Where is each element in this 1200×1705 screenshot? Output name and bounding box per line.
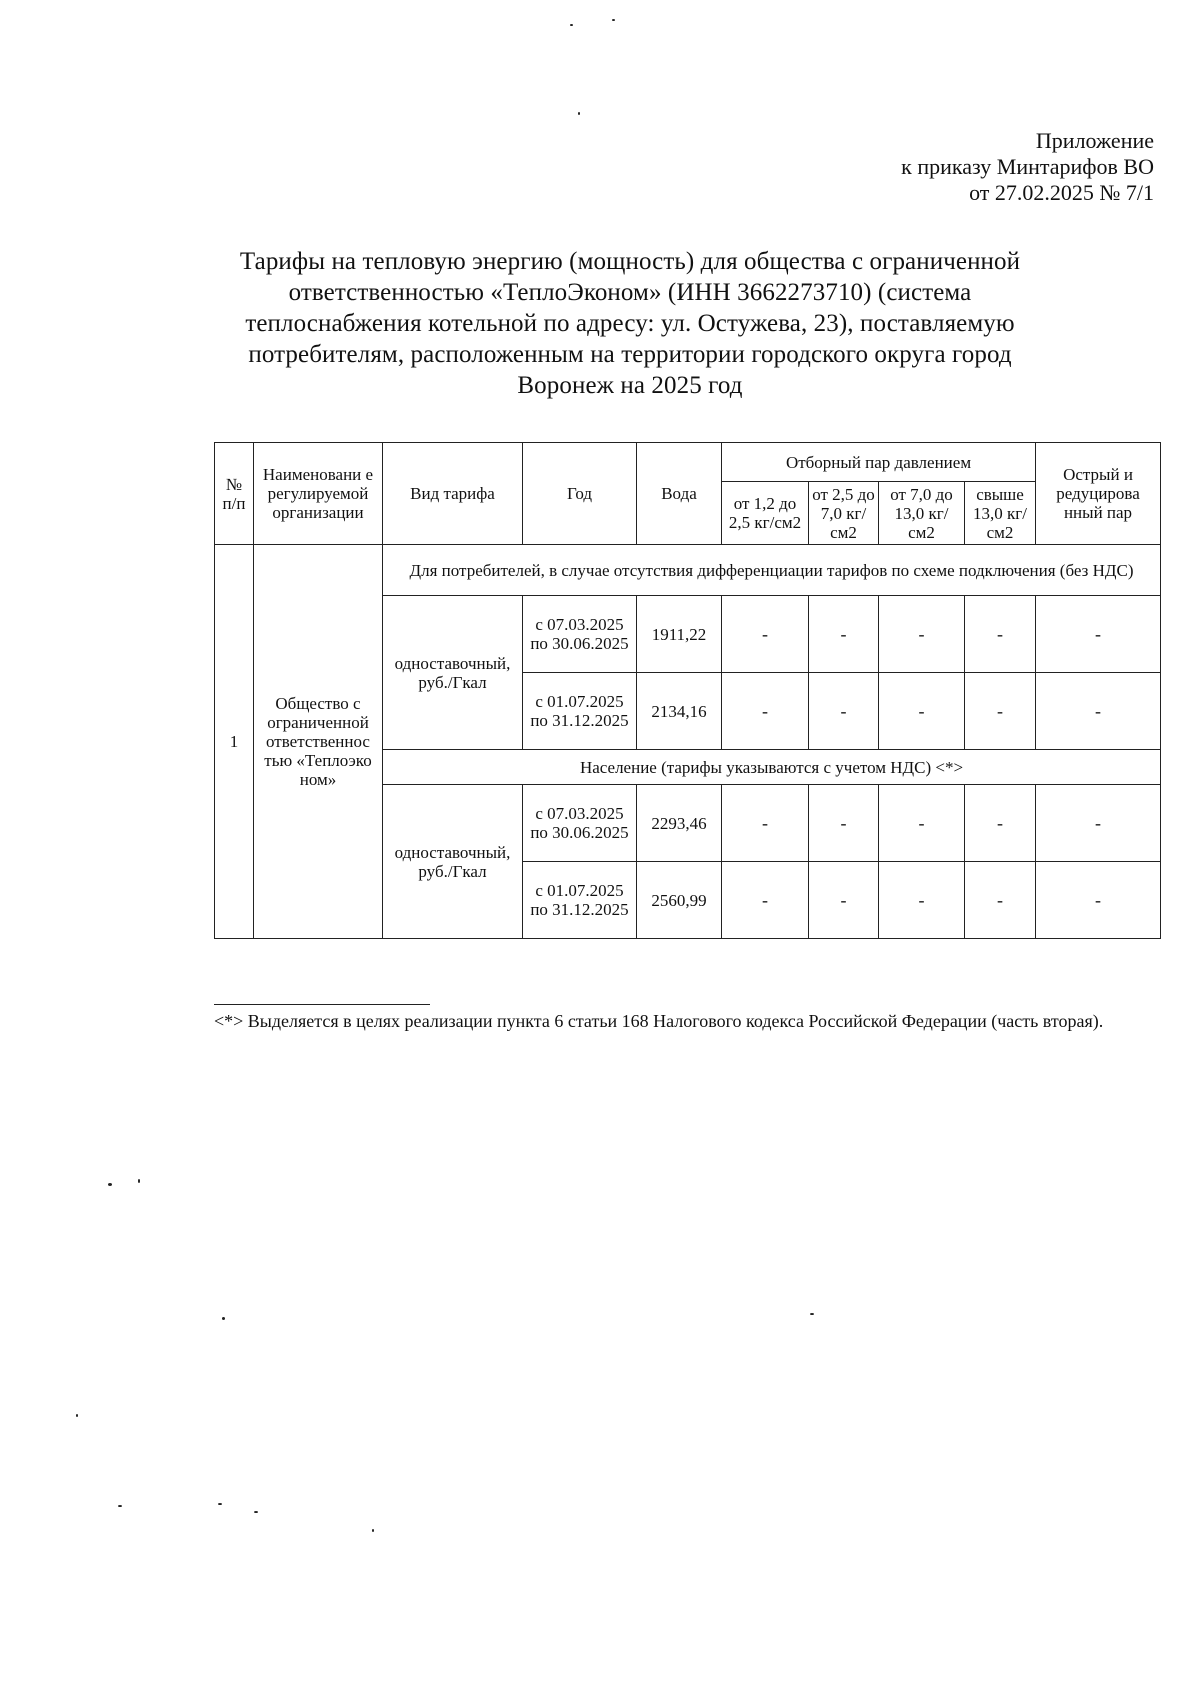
sharp-steam-value: - (1036, 862, 1161, 939)
steam-2-value: - (809, 596, 879, 673)
steam-1-value: - (722, 596, 809, 673)
steam-4-value: - (965, 596, 1036, 673)
steam-4-value: - (965, 862, 1036, 939)
scan-speck (254, 1511, 258, 1513)
scan-speck (218, 1503, 222, 1505)
steam-1-value: - (722, 862, 809, 939)
document-title: Тарифы на тепловую энергию (мощность) для общества с ограниченной ответственностью «ТеплоЭконом» (ИНН 3662273710) (система теплоснабжения котельной по адресу: ул. Остужева, 23), поставляемую потребителям, расположенным на территории городского округа город Воронеж на 2025 год (239, 248, 1021, 399)
header-steam-4: свыше 13,0 кг/см2 (965, 482, 1036, 545)
scan-speck (372, 1529, 374, 1532)
scan-speck (222, 1317, 225, 1320)
steam-1-value: - (722, 673, 809, 750)
header-steam-1: от 1,2 до 2,5 кг/см2 (722, 482, 809, 545)
tariff-type-cell: одноставочный, руб./Гкал (383, 785, 523, 939)
header-steam-3: от 7,0 до 13,0 кг/см2 (879, 482, 965, 545)
appendix-line-2: к приказу Минтарифов ВО (901, 154, 1154, 179)
water-value: 1911,22 (637, 596, 722, 673)
scan-speck (76, 1414, 78, 1417)
scan-speck (578, 112, 580, 115)
appendix-line-3: от 27.02.2025 № 7/1 (969, 180, 1154, 205)
period-cell: с 07.03.2025 по 30.06.2025 (523, 785, 637, 862)
scan-speck (570, 24, 573, 26)
steam-3-value: - (879, 785, 965, 862)
tariff-type-cell: одноставочный, руб./Гкал (383, 596, 523, 750)
header-water: Вода (637, 443, 722, 545)
appendix-block (901, 128, 1154, 206)
sharp-steam-value: - (1036, 596, 1161, 673)
water-value: 2134,16 (637, 673, 722, 750)
period-cell: с 01.07.2025 по 31.12.2025 (523, 673, 637, 750)
header-steam-2: от 2,5 до 7,0 кг/см2 (809, 482, 879, 545)
header-tariff-type: Вид тарифа (383, 443, 523, 545)
scan-speck (810, 1313, 814, 1315)
section-title: Население (тарифы указываются с учетом НДС) <*> (383, 750, 1161, 785)
scan-speck (138, 1179, 140, 1183)
steam-3-value: - (879, 862, 965, 939)
steam-1-value: - (722, 785, 809, 862)
steam-4-value: - (965, 673, 1036, 750)
scan-speck (612, 19, 615, 21)
row-number: 1 (215, 545, 254, 939)
sharp-steam-value: - (1036, 673, 1161, 750)
header-year: Год (523, 443, 637, 545)
water-value: 2293,46 (637, 785, 722, 862)
section-title: Для потребителей, в случае отсутствия дифференциации тарифов по схеме подключения (без НДС) (383, 545, 1161, 596)
scan-speck (118, 1505, 122, 1507)
steam-3-value: - (879, 673, 965, 750)
scan-speck (108, 1183, 112, 1186)
header-sharp-steam: Острый и редуцирова нный пар (1036, 443, 1161, 545)
steam-3-value: - (879, 596, 965, 673)
table-header-row (215, 443, 1161, 482)
steam-4-value: - (965, 785, 1036, 862)
steam-2-value: - (809, 862, 879, 939)
footnote: <*> Выделяется в целях реализации пункта 6 статьи 168 Налогового кодекса Российской Федерации (часть вторая). (214, 1011, 1104, 1031)
appendix-line-1: Приложение (1035, 128, 1154, 153)
period-cell: с 01.07.2025 по 31.12.2025 (523, 862, 637, 939)
section-row (215, 545, 1161, 596)
header-organization: Наименовани е регулируемой организации (254, 443, 383, 545)
tariff-table (214, 442, 1161, 939)
organization-name: Общество с ограниченной ответственнос тью «Теплоэко ном» (254, 545, 383, 939)
header-steam-group: Отборный пар давлением (722, 443, 1036, 482)
steam-2-value: - (809, 785, 879, 862)
period-cell: с 07.03.2025 по 30.06.2025 (523, 596, 637, 673)
footnote-divider (214, 1004, 430, 1005)
steam-2-value: - (809, 673, 879, 750)
sharp-steam-value: - (1036, 785, 1161, 862)
header-num: № п/п (215, 443, 254, 545)
water-value: 2560,99 (637, 862, 722, 939)
